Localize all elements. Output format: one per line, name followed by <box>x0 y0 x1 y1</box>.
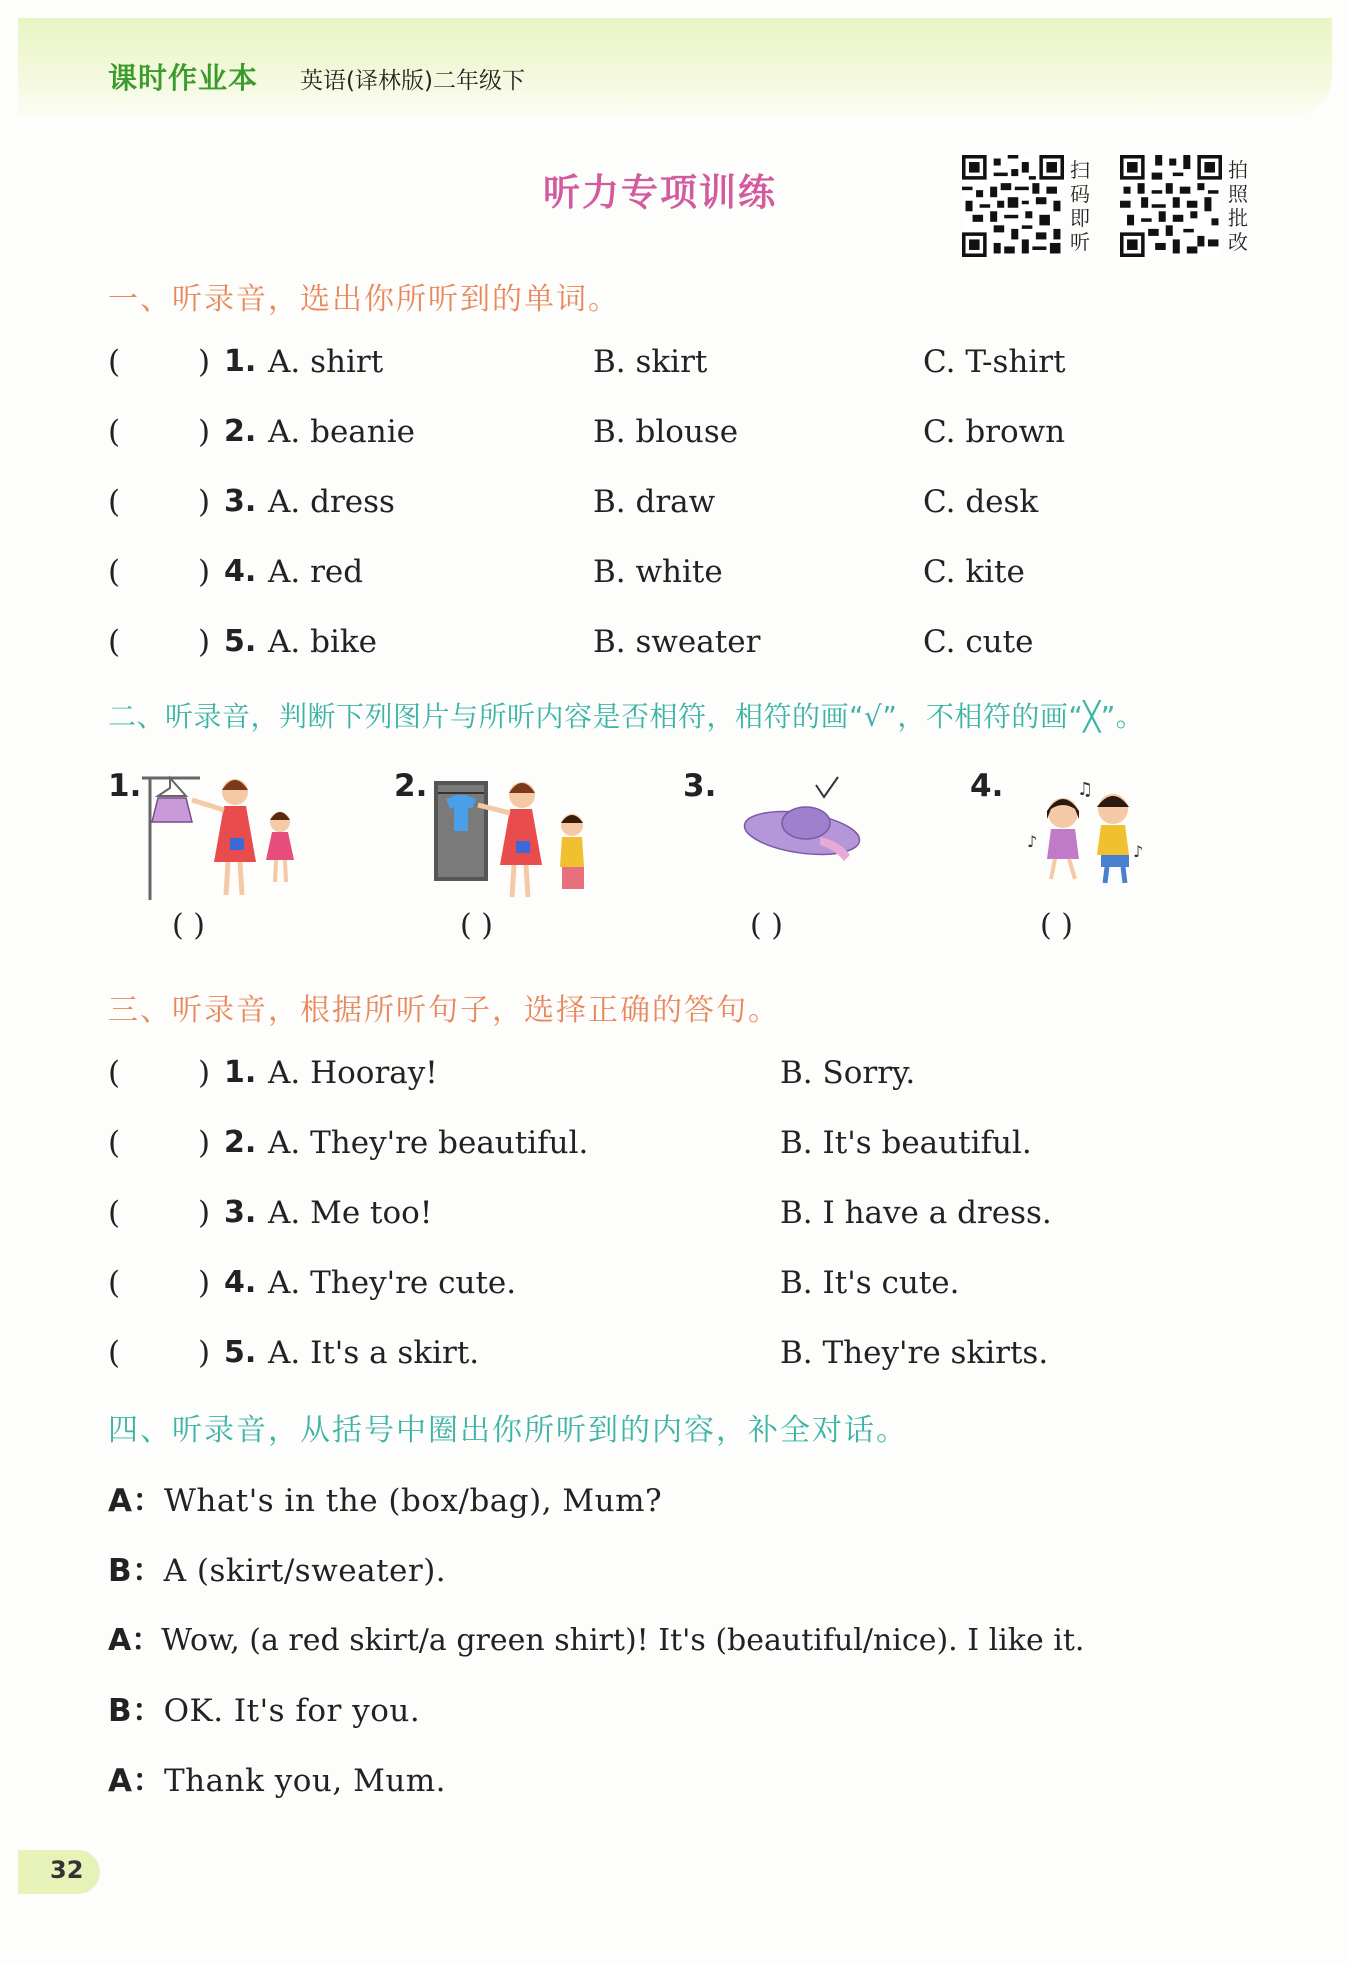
question-number: 2. <box>224 414 257 449</box>
option-a: A. bike <box>268 624 377 660</box>
answer-blank-open[interactable]: ( <box>108 624 121 660</box>
page-title: 听力专项训练 <box>543 171 777 214</box>
answer-blank-open[interactable]: ( <box>108 1335 121 1371</box>
answer-blank-close: ) <box>198 624 211 660</box>
answer-blank-open[interactable]: ( <box>108 1195 121 1231</box>
svg-text:♪: ♪ <box>1027 832 1038 851</box>
qr-label-listen: 扫码即听 <box>1070 158 1090 254</box>
question-number: 1. <box>224 1055 257 1090</box>
speaker: B： <box>108 1553 164 1589</box>
picture-number: 3. <box>683 768 717 804</box>
question-number: 4. <box>224 554 257 589</box>
answer-blank-close: ) <box>198 344 211 380</box>
dialog-line-2 <box>108 1545 446 1590</box>
section3-heading: 三、听录音，根据所听句子，选择正确的答句。 <box>108 993 780 1028</box>
option-a: A. It's a skirt. <box>268 1335 480 1371</box>
option-c: C. desk <box>923 484 1039 520</box>
qr-code-grade-icon[interactable] <box>1120 155 1222 257</box>
s1-question-2 <box>108 414 1308 458</box>
s3-question-2 <box>108 1125 1308 1169</box>
option-b: B. It's cute. <box>780 1265 960 1301</box>
option-a: A. Me too! <box>268 1195 433 1231</box>
s1-question-4 <box>108 554 1308 598</box>
answer-blank-open[interactable]: ( <box>108 344 121 380</box>
option-b: B. It's beautiful. <box>780 1125 1032 1161</box>
dialog-text: Thank you, Mum. <box>164 1763 447 1799</box>
option-b: B. blouse <box>593 414 739 450</box>
dialog-text[interactable]: Wow, (a red skirt/a green shirt)! It's (beautiful/nice). I like it. <box>161 1623 1085 1658</box>
question-number: 3. <box>224 484 257 519</box>
picture-number: 4. <box>970 768 1004 804</box>
option-a: A. shirt <box>268 344 384 380</box>
speaker: A： <box>108 1483 164 1519</box>
picture-2-answer-blank[interactable]: ( ) <box>460 908 493 943</box>
answer-blank-close: ) <box>198 484 211 520</box>
dialog-line-1 <box>108 1475 662 1520</box>
picture-3-answer-blank[interactable]: ( ) <box>750 908 783 943</box>
option-b: B. draw <box>593 484 716 520</box>
book-subtitle: 英语(译林版)二年级下 <box>300 68 525 94</box>
option-a: A. beanie <box>268 414 415 450</box>
speaker: B： <box>108 1693 164 1729</box>
purple-hat-icon <box>740 775 870 875</box>
picture-1-answer-blank[interactable]: ( ) <box>172 908 205 943</box>
skirt-on-hanger-mother-daughter-icon <box>140 770 310 905</box>
dialog-text[interactable]: What's in the (box/bag), Mum? <box>164 1483 663 1519</box>
option-a: A. dress <box>268 484 395 520</box>
option-c: C. brown <box>923 414 1066 450</box>
answer-blank-close: ) <box>198 414 211 450</box>
dialog-line-4 <box>108 1685 420 1730</box>
option-a: A. They're beautiful. <box>268 1125 589 1161</box>
dialog-line-3 <box>108 1615 1084 1659</box>
option-c: C. cute <box>923 624 1034 660</box>
question-number: 5. <box>224 1335 257 1370</box>
picture-number: 1. <box>108 768 142 804</box>
s3-question-5 <box>108 1335 1308 1379</box>
section2-heading: 二、听录音，判断下列图片与所听内容是否相符，相符的画“√”，不相符的画“╳”。 <box>108 700 1145 733</box>
question-number: 2. <box>224 1125 257 1160</box>
children-singing-icon <box>1025 775 1155 895</box>
page-number: 32 <box>50 1856 84 1884</box>
option-b: B. skirt <box>593 344 708 380</box>
picture-number: 2. <box>394 768 428 804</box>
option-b: B. white <box>593 554 723 590</box>
answer-blank-close: ) <box>198 554 211 590</box>
qr-code-listen-icon[interactable] <box>962 155 1064 257</box>
answer-blank-open[interactable]: ( <box>108 554 121 590</box>
s1-question-3 <box>108 484 1308 528</box>
dialog-text: OK. It's for you. <box>163 1693 421 1729</box>
answer-blank-close: ) <box>198 1125 211 1161</box>
dialog-line-5 <box>108 1755 446 1800</box>
answer-blank-close: ) <box>198 1195 211 1231</box>
answer-blank-open[interactable]: ( <box>108 1055 121 1091</box>
option-b: B. I have a dress. <box>780 1195 1052 1231</box>
s3-question-4 <box>108 1265 1308 1309</box>
answer-blank-close: ) <box>198 1055 211 1091</box>
answer-blank-close: ) <box>198 1265 211 1301</box>
option-b: B. They're skirts. <box>780 1335 1049 1371</box>
question-number: 1. <box>224 344 257 379</box>
option-b: B. Sorry. <box>780 1055 916 1091</box>
qr-label-grade: 拍照批改 <box>1228 158 1248 254</box>
option-a: A. red <box>268 554 364 590</box>
option-a: A. Hooray! <box>268 1055 438 1091</box>
question-number: 5. <box>224 624 257 659</box>
option-c: C. T-shirt <box>923 344 1066 380</box>
option-b: B. sweater <box>593 624 761 660</box>
s1-question-5 <box>108 624 1308 668</box>
shirt-in-wardrobe-mother-daughter-icon <box>430 775 600 905</box>
section4-heading: 四、听录音，从括号中圈出你所听到的内容，补全对话。 <box>108 1413 908 1448</box>
s1-question-1 <box>108 344 1308 388</box>
svg-text:♫: ♫ <box>1077 779 1094 800</box>
answer-blank-open[interactable]: ( <box>108 484 121 520</box>
svg-text:♪: ♪ <box>1133 842 1144 861</box>
option-c: C. kite <box>923 554 1025 590</box>
answer-blank-close: ) <box>198 1335 211 1371</box>
picture-4-answer-blank[interactable]: ( ) <box>1040 908 1073 943</box>
question-number: 4. <box>224 1265 257 1300</box>
answer-blank-open[interactable]: ( <box>108 1265 121 1301</box>
answer-blank-open[interactable]: ( <box>108 1125 121 1161</box>
speaker: A： <box>108 1763 164 1799</box>
question-number: 3. <box>224 1195 257 1230</box>
section1-heading: 一、听录音，选出你所听到的单词。 <box>108 282 620 317</box>
s3-question-3 <box>108 1195 1308 1239</box>
speaker: A： <box>108 1623 162 1658</box>
dialog-text[interactable]: A (skirt/sweater). <box>163 1553 447 1589</box>
s3-question-1 <box>108 1055 1308 1099</box>
book-title: 课时作业本 <box>108 61 259 95</box>
answer-blank-open[interactable]: ( <box>108 414 121 450</box>
option-a: A. They're cute. <box>268 1265 517 1301</box>
